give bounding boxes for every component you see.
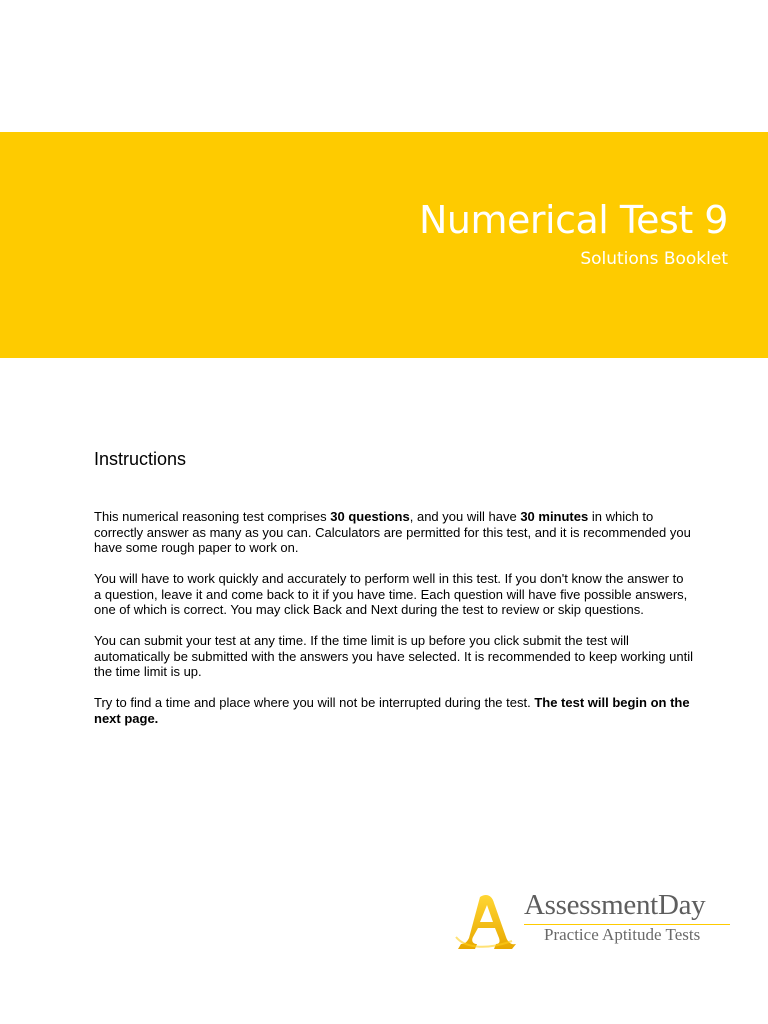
time-limit-emphasis: 30 minutes (520, 509, 589, 524)
brand-name: AssessmentDay (524, 889, 706, 921)
paragraph-text: , and you will have (409, 509, 521, 524)
paragraph-text: Try to find a time and place where you will not be interrupted during the test. (94, 695, 535, 710)
document-title: Numerical Test 9 (419, 198, 728, 242)
document-subtitle: Solutions Booklet (580, 249, 728, 269)
brand-tagline: Practice Aptitude Tests (544, 925, 701, 944)
assessmentday-logo (454, 887, 740, 957)
title-banner (0, 132, 768, 358)
question-count-emphasis: 30 questions (330, 509, 410, 524)
instructions-paragraph: You can submit your test at any time. If the time limit is up before you click submit the test will automatically be submitted with the answers you have selected. It is recommended to keep working until the time limit is up. (94, 633, 694, 679)
instructions-heading: Instructions (94, 449, 187, 469)
instructions-paragraph: You will have to work quickly and accurately to perform well in this test. If you don't know the answer to a question, leave it and come back to it if you have time. Each question will have five possible answers, one of which is correct. You may click Back and Next during the test to review or skip questions. (94, 571, 688, 617)
next-page-emphasis: The test will begin on the next page. (94, 695, 690, 726)
instructions-paragraph (94, 695, 694, 726)
instructions-body (94, 509, 694, 742)
instructions-paragraph (94, 509, 694, 556)
paragraph-text: in which to correctly answer as many as you can. Calculators are permitted for this test, and it is recommended you have some rough paper to work on. (94, 509, 691, 555)
assessmentday-a-logo-icon (454, 887, 522, 953)
paragraph-text: This numerical reasoning test comprises (94, 509, 331, 524)
